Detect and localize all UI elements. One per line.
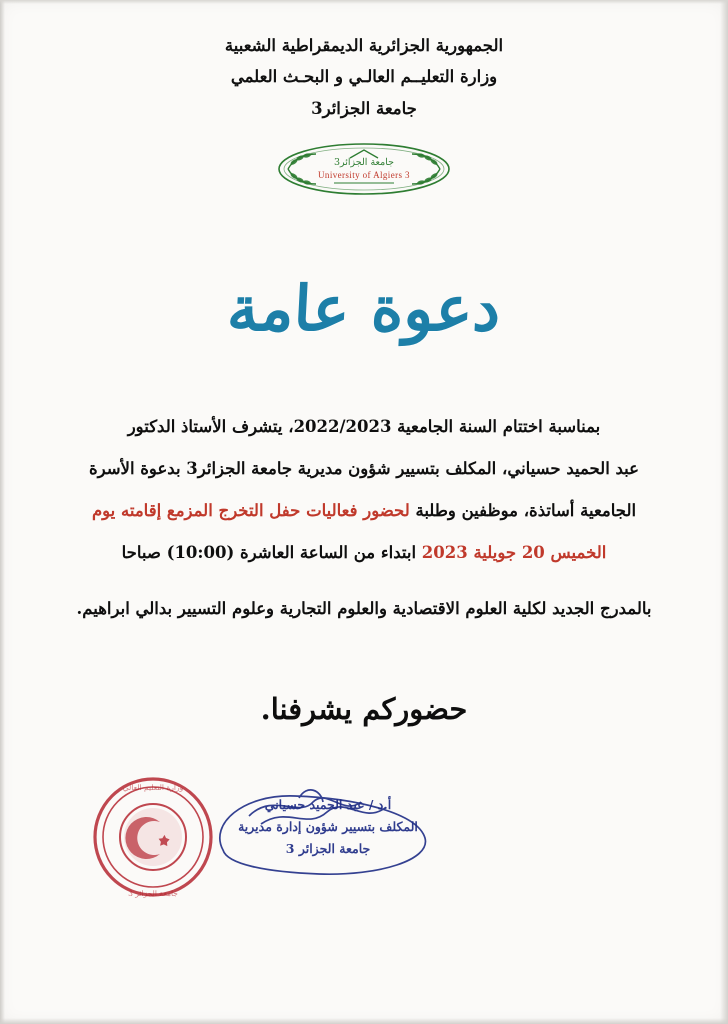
body-line-5-venue: بالمدرج الجديد لكلية العلوم الاقتصادية والعلوم التجارية وعلوم التسيير بدالي ابراهيم. [76,599,652,619]
svg-text:جامعة الجزائر 3: جامعة الجزائر 3 [128,889,178,898]
closing-line: حضوركم يشرفنا. [260,692,468,727]
event-time-text: ابتداء من الساعة العاشرة (10:00) صباحا [121,543,422,563]
signature-area [0,764,728,954]
event-date-highlight: الخميس 20 جويلية 2023 [421,543,607,563]
svg-text:جامعة الجزائر3: جامعة الجزائر3 [333,157,395,169]
body-line-3 [62,490,666,532]
signature-name: أ.د / عبد الحميد حسياني [264,797,392,812]
body-line-2: عبد الحميد حسياني، المكلف بتسيير شؤون مديرية جامعة الجزائر3 بدعوة الأسرة [88,459,640,479]
page-edge-bottom [0,1018,728,1024]
official-header [58,30,670,124]
signature-block [218,794,438,860]
official-round-stamp [88,772,218,902]
header-line-ministry: وزارة التعليــم العالـي و البحـث العلمي [230,67,498,87]
body-line-3-highlight: لحضور فعاليات حفل التخرج المزمع إقامته يوم [91,501,410,521]
body-line-1: بمناسبة اختتام السنة الجامعية 2022/2023، يتشرف الأستاذ الدكتور [127,417,601,437]
university-of-algiers-3-logo [254,138,474,200]
invitation-title-calligraphy [194,262,534,354]
svg-text:University of Algiers 3: University of Algiers 3 [318,170,410,181]
svg-text:وزارة التعليم العالي: وزارة التعليم العالي [122,783,184,792]
body-line-3-plain: الجامعية أساتذة، موظفين وطلبة [409,501,637,521]
invitation-body [62,406,666,630]
header-line-republic: الجمهورية الجزائرية الديمقراطية الشعبية [224,36,504,55]
body-line-4 [62,532,666,574]
header-line-university: جامعة الجزائر3 [311,98,417,118]
signature-role: المكلف بتسيير شؤون إدارة مديرية [238,818,418,834]
invitation-title-text: دعوة عامة [225,271,503,345]
signature-org: جامعة الجزائر 3 [285,840,371,856]
